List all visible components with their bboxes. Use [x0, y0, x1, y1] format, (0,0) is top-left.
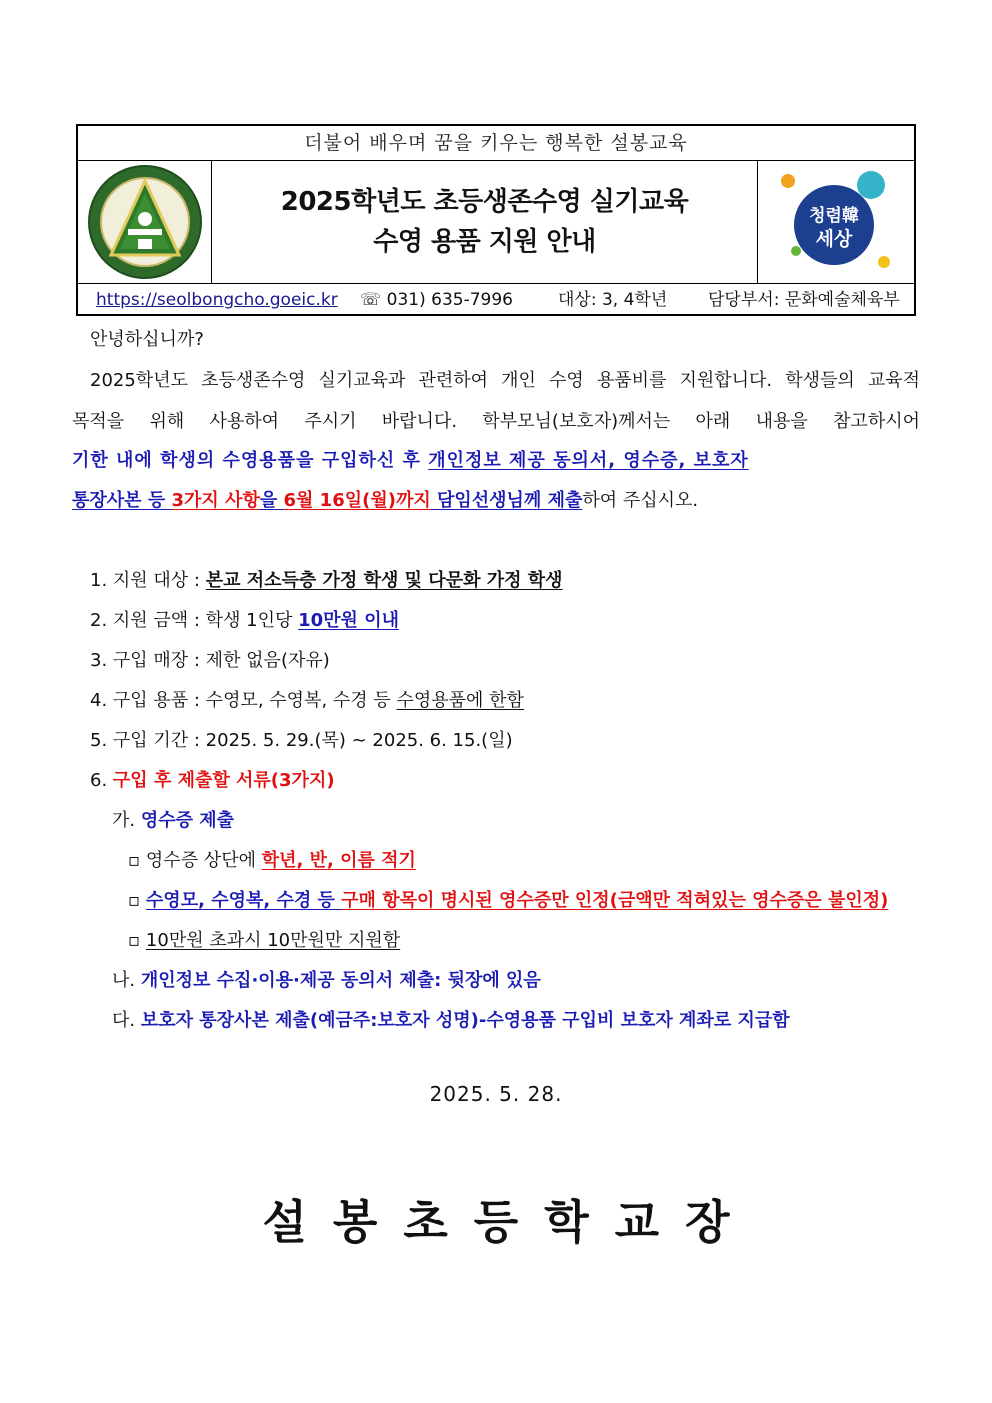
ga-value: 영수증 제출	[140, 810, 235, 831]
school-url-link[interactable]: https://seolbongcho.goeic.kr	[96, 290, 338, 310]
ga-b2-bullet: ▫	[128, 890, 146, 911]
closing: 하여 주십시오.	[582, 490, 699, 511]
integrity-slogan-logo	[757, 161, 914, 283]
da-label: 다.	[112, 1010, 141, 1031]
paragraph-line-1	[72, 367, 920, 395]
svg-text:세상: 세상	[815, 228, 853, 250]
paragraph-line-4	[72, 487, 698, 515]
deadline-notice: 기한 내에 학생의 수영용품을 구입하신 후	[72, 450, 429, 471]
item-5: 5. 구입 기간 : 2025. 5. 29.(목) ~ 2025. 6. 15.(일)	[90, 730, 513, 751]
target-grades: 대상: 3, 4학년	[558, 290, 668, 310]
ga-b2-highlight: 구매 항목이 명시된 영수증만 인정(금액만 적혀있는 영수증은 불인정)	[341, 890, 889, 911]
item-6-num: 6.	[90, 770, 113, 791]
ga-b1-highlight: 학년, 반, 이름 적기	[261, 850, 416, 871]
da-value: 보호자 통장사본 제출(예금주:보호자 성명)-수영용품 구입비 보호자 계좌로 지급함	[140, 1010, 790, 1031]
ga-bullet-1	[128, 847, 416, 875]
submit-to-teacher: 담임선생님께 제출	[430, 490, 583, 511]
document-title	[213, 161, 756, 283]
department: 담당부서: 문화예술체육부	[708, 290, 900, 310]
slogan-logo-icon	[776, 167, 896, 277]
school-logo	[78, 161, 212, 283]
ga-b3-bullet: ▫	[128, 930, 146, 951]
issue-date: 2025. 5. 28.	[429, 1082, 563, 1106]
item-6	[90, 767, 335, 795]
school-motto: 더불어 배우며 꿈을 키우는 행복한 설봉교육	[78, 126, 914, 161]
paragraph-line-3	[72, 447, 749, 475]
na-label: 나.	[112, 970, 141, 991]
school-emblem-icon	[86, 163, 204, 281]
item-2-value: 10만원 이내	[298, 610, 399, 631]
paragraph-text: 2025학년도 초등생존수영 실기교육과 관련하여 개인 수영 용품비를 지원합니다. 학생들의 교육적	[90, 370, 920, 391]
header-table	[76, 124, 916, 316]
na-value: 개인정보 수집·이용·제공 동의서 제출: 뒷장에 있음	[140, 970, 541, 991]
particle: 을	[259, 490, 284, 511]
item-3: 3. 구입 매장 : 제한 없음(자유)	[90, 650, 330, 671]
ga-bullet-3	[128, 927, 400, 955]
sub-item-ga	[112, 807, 234, 835]
greeting: 안녕하십니까?	[90, 329, 204, 350]
item-1-value: 본교 저소득층 가정 학생 및 다문화 가정 학생	[205, 570, 563, 591]
item-2-label: 2. 지원 금액 : 학생 1인당	[90, 610, 299, 631]
item-4-label: 4. 구입 용품 : 수영모, 수영복, 수경 등	[90, 690, 397, 711]
deadline-date: 6월 16일(월)까지	[283, 490, 431, 511]
ga-bullet-2	[128, 887, 888, 915]
documents-cont: 통장사본 등	[72, 490, 172, 511]
principal-signature: 설봉초등학교장	[262, 1195, 756, 1249]
title-line-2: 수영 용품 지원 안내	[373, 227, 596, 257]
title-line-1: 2025학년도 초등생존수영 실기교육	[280, 187, 689, 217]
item-4-value: 수영용품에 한함	[396, 690, 524, 711]
item-1	[90, 567, 563, 595]
ga-b2-items: 수영모, 수영복, 수경 등	[145, 890, 342, 911]
item-6-value: 구입 후 제출할 서류(3가지)	[112, 770, 335, 791]
paragraph-line-2: 목적을 위해 사용하여 주시기 바랍니다. 학부모님(보호자)께서는 아래 내용을 참고하시어	[72, 411, 920, 432]
sub-item-na	[112, 967, 541, 995]
ga-b3-text: 10만원 초과시 10만원만 지원함	[145, 930, 401, 951]
item-2	[90, 607, 399, 635]
ga-label: 가.	[112, 810, 141, 831]
item-4	[90, 687, 524, 715]
three-items: 3가지 사항	[171, 490, 260, 511]
item-1-label: 1. 지원 대상 :	[90, 570, 206, 591]
sub-item-da	[112, 1007, 790, 1035]
ga-b1-text: ▫ 영수증 상단에	[128, 850, 262, 871]
info-row	[78, 284, 914, 316]
required-documents: 개인정보 제공 동의서, 영수증, 보호자	[428, 450, 749, 471]
svg-text:청렴韓: 청렴韓	[809, 206, 859, 226]
title-row	[78, 161, 914, 284]
phone-number: ☏ 031) 635-7996	[360, 290, 513, 310]
